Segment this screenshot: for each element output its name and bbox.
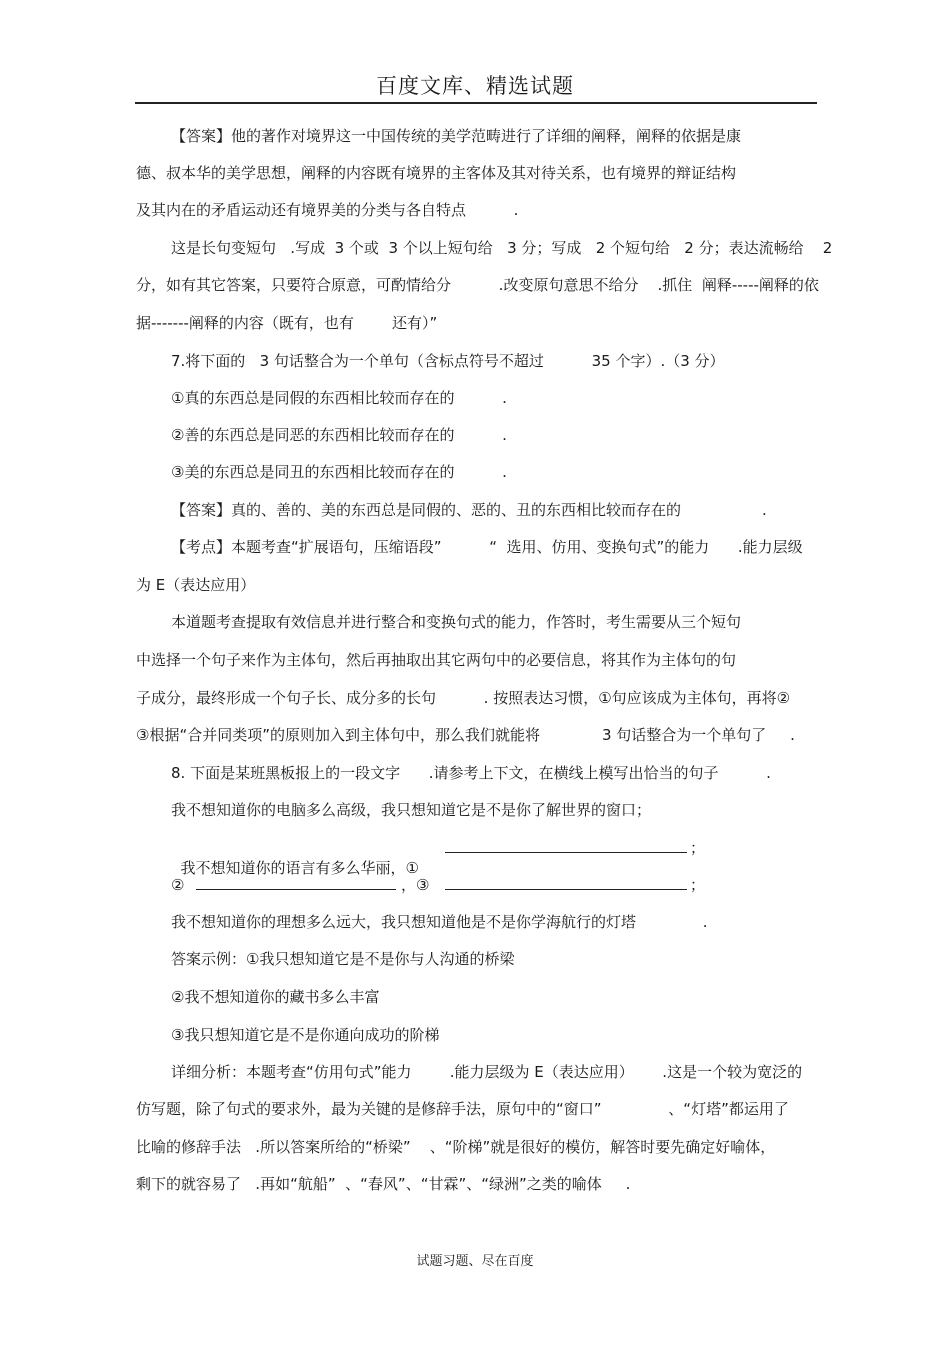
question-7-analysis-4: ③根据“合并同类项”的原则加入到主体句中，那么我们就能将 3 句话整合为一个单句了 . [136, 726, 795, 744]
header-divider [135, 102, 817, 104]
question-7-analysis-1: 本道题考查提取有效信息并进行整合和变换句式的能力，作答时，考生需要从三个短句 [171, 613, 742, 631]
question-8-answer-3: ③我只想知道它是不是你通向成功的阶梯 [171, 1026, 440, 1044]
page-footer: 试题习题、尽在百度 [416, 1254, 534, 1269]
question-8-answer-2: ②我不想知道你的藏书多么丰富 [171, 988, 380, 1006]
answer-line-3: 及其内在的矛盾运动还有境界美的分类与各自特点 . [136, 201, 519, 219]
question-8-example-line: 我不想知道你的电脑多么高级，我只想知道它是不是你了解世界的窗口； [171, 801, 652, 819]
answer-line-1: 【答案】他的著作对境界这一中国传统的美学范畴进行了详细的阐释，阐释的依据是康 [171, 127, 742, 145]
page-header-title: 百度文库、精选试题 [376, 74, 574, 98]
scoring-line-1: 这是长句变短句 .写成 3 个或 3 个以上短句给 3 分；写成 2 个短句给 2 分；表达流畅给 2 [171, 239, 833, 257]
question-7-exam-point-2: 为 E（表达应用） [136, 576, 256, 594]
fill-line-1-text: 我不想知道你的语言有多么华丽，① [180, 859, 419, 877]
question-8-analysis-3: 比喻的修辞手法 .所以答案所给的“桥梁” 、“阶梯”就是很好的模仿，解答时要先确定好喻体， [136, 1138, 776, 1156]
question-8-answer-1: 答案示例：①我只想知道它是不是你与人沟通的桥梁 [171, 950, 515, 968]
blank-1-semicolon: ； [690, 839, 706, 857]
question-8-title: 8. 下面是某班黑板报上的一段文字 .请参考上下文，在横线上模写出恰当的句子 . [171, 764, 771, 782]
scoring-line-2: 分，如有其它答案，只要符合原意，可酌情给分 .改变原句意思不给分 .抓住 阐释-----阐释的依 [136, 276, 819, 294]
scoring-line-3: 据-------阐释的内容（既有，也有 还有）” [136, 314, 438, 332]
question-7-sentence-3: ③美的东西总是同丑的东西相比较而存在的 . [171, 463, 507, 481]
question-8-fill-line-1 [171, 838, 419, 878]
question-8-analysis-2: 仿写题，除了句式的要求外，最为关键的是修辞手法，原句中的“窗口” 、“灯塔”都运用了 [136, 1100, 789, 1118]
question-7-sentence-2: ②善的东西总是同恶的东西相比较而存在的 . [171, 426, 507, 444]
answer-line-2: 德、叔本华的美学思想，阐释的内容既有境界的主客体及其对待关系，也有境界的辩证结构 [136, 164, 737, 182]
question-7-analysis-2: 中选择一个句子来作为主体句，然后再抽取出其它两句中的必要信息，将其作为主体句的句 [136, 651, 737, 669]
question-7-title: 7.将下面的 3 句话整合为一个单句（含标点符号不超过 35 个字）.（3 分） [171, 352, 725, 370]
question-8-analysis-4: 剩下的就容易了 .再如“航船” 、“春风”、“甘霖”、“绿洲”之类的喻体 . [136, 1175, 631, 1193]
blank-3-semicolon: ； [690, 876, 706, 894]
question-8-closing-line: 我不想知道你的理想多么远大，我只想知道他是不是你学海航行的灯塔 . [171, 913, 708, 931]
question-7-sentence-1: ①真的东西总是同假的东西相比较而存在的 . [171, 389, 507, 407]
blank-3-marker: ，③ [401, 876, 430, 894]
answer-blank-3[interactable] [445, 875, 687, 890]
question-7-answer: 【答案】真的、善的、美的东西总是同假的、恶的、丑的东西相比较而存在的 . [171, 501, 767, 519]
question-7-analysis-3: 子成分，最终形成一个句子长、成分多的长句 . 按照表达习惯，①句应该成为主体句，再将② [136, 689, 791, 707]
question-7-exam-point-1: 【考点】本题考查“扩展语句，压缩语段” “ 选用、仿用、变换句式”的能力 .能力层级 [171, 538, 803, 556]
answer-blank-2[interactable] [196, 875, 396, 890]
question-8-analysis-1: 详细分析：本题考查“仿用句式”能力 .能力层级为 E（表达应用） .这是一个较为宽泛的 [171, 1063, 803, 1081]
answer-blank-1[interactable] [445, 838, 687, 853]
fill-line-2-marker: ② [171, 876, 185, 894]
